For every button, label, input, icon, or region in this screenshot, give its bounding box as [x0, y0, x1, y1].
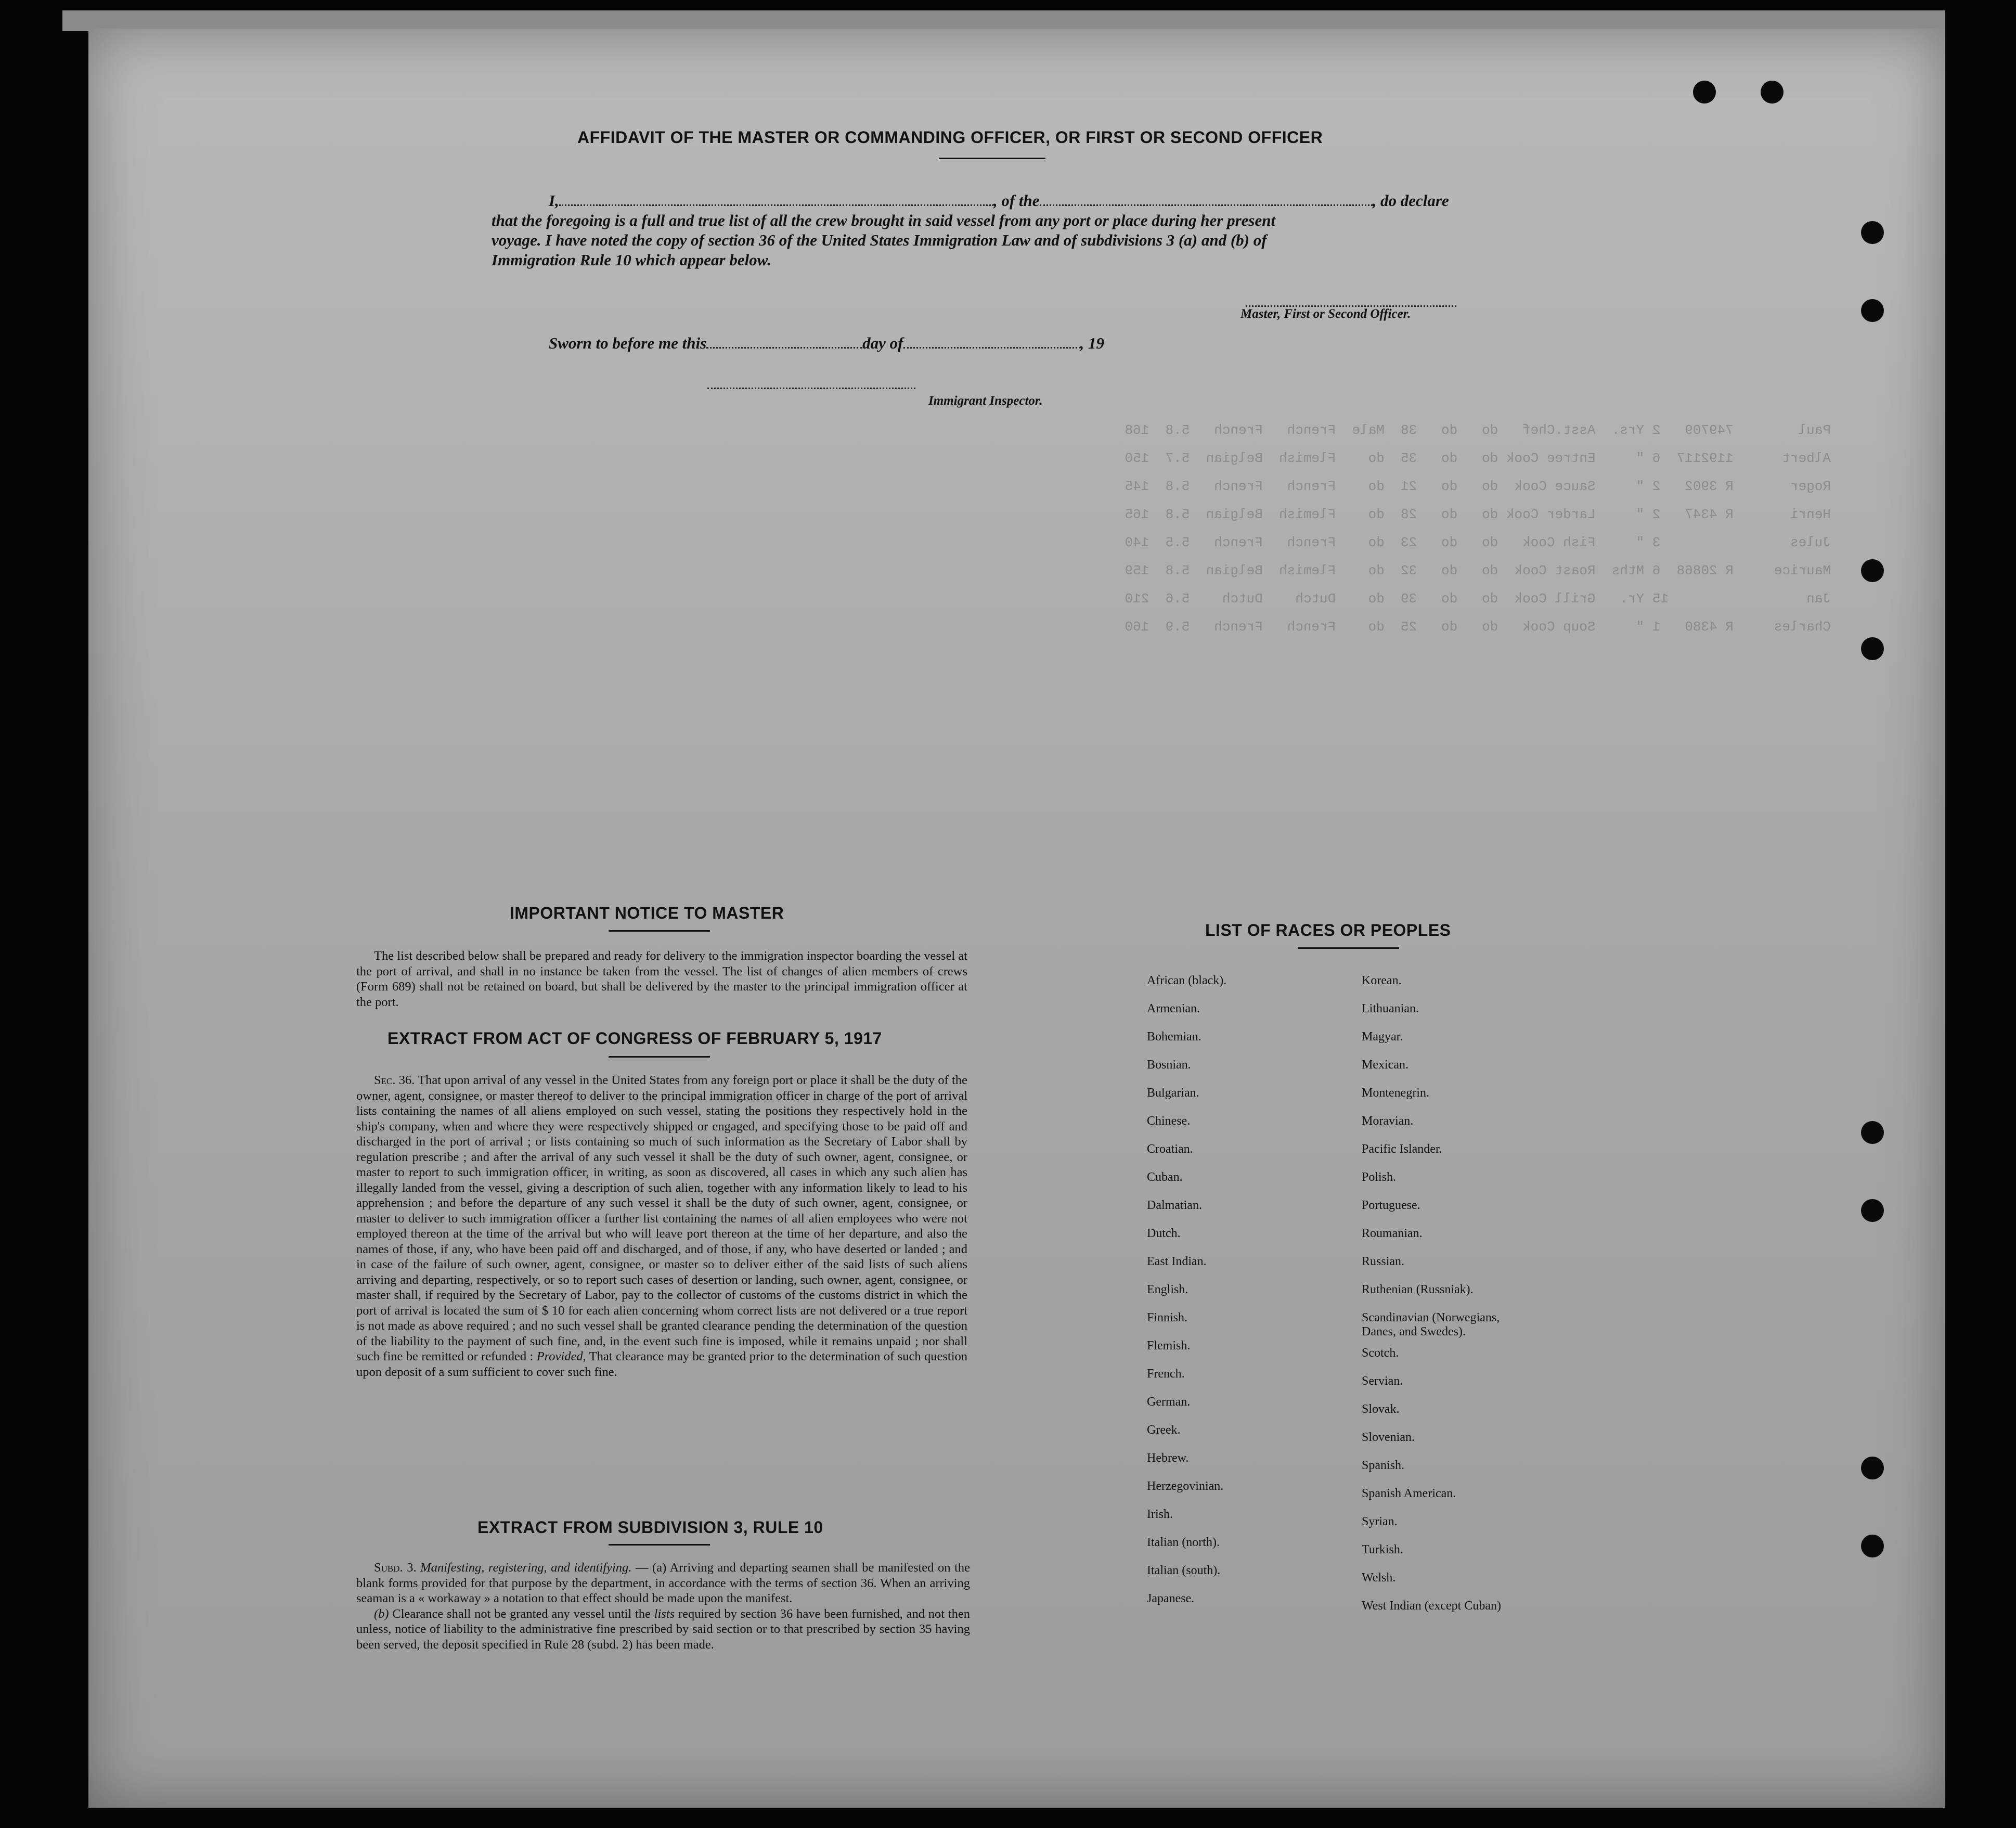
affidavit-do-declare: , do declare [1372, 191, 1449, 210]
act-body-end: That clearance may be granted prior to the determination of such question upon deposit of a sum sufficient to cover such fine. [356, 1349, 968, 1379]
notice-title: IMPORTANT NOTICE TO MASTER [510, 904, 784, 922]
race-item: Korean. [1362, 974, 1402, 987]
race-item: Finnish. [1147, 1311, 1188, 1324]
binder-hole-icon [1861, 1199, 1884, 1222]
race-item: Slovak. [1362, 1402, 1400, 1416]
race-item: Spanish. [1362, 1459, 1405, 1472]
race-item: Magyar. [1362, 1030, 1403, 1044]
affidavit-line-4: Immigration Rule 10 which appear below. [492, 251, 771, 269]
sworn-day-field[interactable] [706, 336, 862, 349]
race-item: Armenian. [1147, 1002, 1200, 1015]
race-item: Chinese. [1147, 1114, 1191, 1128]
race-item: Scotch. [1362, 1346, 1399, 1360]
binder-hole-icon [1693, 81, 1716, 104]
affidavit-line-1 [549, 190, 1449, 211]
races-left-column [1147, 967, 1226, 1613]
race-item: Bulgarian. [1147, 1086, 1199, 1100]
rule-paragraph-a [356, 1560, 970, 1606]
race-item: Hebrew. [1147, 1451, 1189, 1465]
notice-text: The list described below shall be prepared and ready for delivery to the immigration inspector boarding the vessel at the port of arrival, and shall in no instance be taken from the vessel. The list of changes of alien members of crews (Form 689) shall not be retained on board, but shall be delivered by the master to the principal immigration officer at the port. [356, 949, 967, 1009]
vessel-name-field[interactable] [1040, 193, 1373, 206]
binder-hole-icon [1861, 299, 1884, 322]
race-item: Greek. [1147, 1423, 1181, 1437]
page-top-edge [62, 10, 1945, 31]
race-item: Lithuanian. [1362, 1002, 1419, 1015]
rule-b-text-2: required by section 36 have been furnished, and not then unless, notice of liability to the administrative fine prescribed by said section or to that prescribed by section 35 having been served, the deposit specified in Rule 28 (subd. 2) has been made. [356, 1606, 971, 1652]
race-item: English. [1147, 1283, 1188, 1296]
race-item: Roumanian. [1362, 1227, 1423, 1240]
rule-text [356, 1560, 970, 1652]
act-provided: Provided, [536, 1349, 586, 1363]
bleed-through-texture: Paul 749709 2 Yrs. Asst.Chef do do 38 Male French French 5.8 168 Albert 1192117 6 " Entree Cook do do 35 do Flemish Belgian 5.7 150 Roger R 3902 2 " Sauce Cook do do 21 do French French 5.8 145 Henri R 4347 2 " Larder Cook do do 28 do Flemish Belgian 5.8 165 Jules 3 " Fish Cook do do 23 do French French 5.5 140 Maurice R 20868 6 Mths Roast Cook do do 32 do Flemish Belgian 5.8 159 Jan 15 Yr. Grill Cook do do 39 do Dutch Dutch 5.6 210 Charles R 4380 1 " Soup Cook do do 25 do French French 5.9 160 [1125, 422, 1831, 635]
races-title: LIST OF RACES OR PEOPLES [1205, 921, 1451, 939]
race-item: Welsh. [1362, 1571, 1396, 1585]
race-item: Italian (north). [1147, 1536, 1220, 1549]
race-item: Servian. [1362, 1374, 1403, 1388]
rule-subd-title: Manifesting, registering, and identifying. [420, 1561, 632, 1575]
race-item: Syrian. [1362, 1515, 1398, 1528]
race-item: French. [1147, 1367, 1185, 1381]
binder-hole-icon [1861, 1457, 1884, 1479]
races-right-column [1362, 967, 1501, 1620]
inspector-signature-label: Immigrant Inspector. [928, 394, 1043, 408]
race-item: Slovenian. [1362, 1431, 1415, 1444]
race-item: Dutch. [1147, 1227, 1181, 1240]
binder-hole-icon [1861, 1535, 1884, 1557]
race-item: Scandinavian (Norwegians, [1362, 1311, 1500, 1324]
race-item: German. [1147, 1395, 1191, 1409]
race-item: Japanese. [1147, 1592, 1195, 1605]
rule-b-lists: lists [654, 1606, 675, 1621]
race-item: African (black). [1147, 974, 1227, 987]
race-item: Portuguese. [1362, 1199, 1420, 1212]
binder-hole-icon [1761, 81, 1784, 104]
race-item: Dalmatian. [1147, 1199, 1202, 1212]
race-item: Irish. [1147, 1508, 1173, 1521]
rule-a-text: Arriving and departing seamen shall be manifested on the blank forms provided for that purpose by the department, in accordance with the terms of section 36. When an arriving seaman is a « workaway » a notation to that effect should be made upon the manifest. [356, 1561, 970, 1605]
race-item: Russian. [1362, 1255, 1405, 1268]
race-item: Bosnian. [1147, 1058, 1191, 1072]
binder-hole-icon [1861, 1121, 1884, 1144]
act-title-rule [609, 1056, 710, 1058]
race-item: Herzegovinian. [1147, 1479, 1224, 1493]
rule-title: EXTRACT FROM SUBDIVISION 3, RULE 10 [477, 1518, 823, 1537]
race-item: Turkish. [1362, 1543, 1403, 1556]
race-item: Ruthenian (Russniak). [1362, 1283, 1474, 1296]
race-item: Montenegrin. [1362, 1086, 1429, 1100]
race-item: Polish. [1362, 1170, 1397, 1184]
race-item: East Indian. [1147, 1255, 1207, 1268]
race-item: Flemish. [1147, 1339, 1191, 1353]
race-item: Moravian. [1362, 1114, 1414, 1128]
inspector-signature-line[interactable] [707, 374, 915, 394]
sworn-month-field[interactable] [903, 336, 1080, 349]
rule-subd-label: Subd. 3. [374, 1561, 417, 1575]
race-item: Danes, and Swedes). [1362, 1325, 1466, 1338]
act-body: That upon arrival of any vessel in the United States from any foreign port or place it shall be the duty of the owner, agent, consignee, or master thereof to deliver to the principal immigration officer in charge of the port of arrival lists containing the names of all aliens employed on such vessel, stating the positions they respectively hold in the ship's company, when and where they were respectively shipped or engaged, and specifying those to be paid off and discharged in the port of arrival ; or lists containing so much of such information as the Secretary of Labor shall by regulation prescribe ; and after the arrival of any such vessel it shall be the duty of such owner, agent, consignee, or master to report to such immigration officer, in writing, as soon as discovered, all cases in which any such alien has illegally landed from the vessel, giving a description of such alien, together with any information likely to lead to his apprehension ; and before the departure of any such vessel it shall be the duty of such owner, agent, consignee, or master to deliver to such immigration officer a further list containing the names of all alien employees who were not employed thereon at the time of the arrival but who will leave port thereon at the time of her departure, and also the names of those, if any, who have been paid off and discharged, and of those, if any, who have deserted or landed ; and in case of the failure of such owner, agent, consignee, or master so to deliver either of the said lists of such aliens arriving and departing, respectively, or so to report such cases of desertion or landing, such owner, agent, consignee, or master shall, if required by the Secretary of Labor, pay to the collector of customs of the customs district in which the port of arrival is located the sum of $ 10 for each alien concerning whom correct lists are not delivered or a true report is not made as above required ; and no such vessel shall be granted clearance pending the determination of the question of the liability to the payment of such fine, and, in the event such fine is imposed, while it remains unpaid ; nor shall such fine be remitted or refunded : [356, 1073, 967, 1363]
race-item: Cuban. [1147, 1170, 1183, 1184]
affidavit-line-3: voyage. I have noted the copy of section 36 of the United States Immigration Law and of subdivisions 3 (a) and (b) of [492, 231, 1267, 249]
affidavit-line-2: that the foregoing is a full and true list of all the crew brought in said vessel from any port or place during her present [492, 211, 1276, 229]
act-text [356, 1073, 967, 1380]
races-title-rule [1298, 947, 1399, 949]
rule-a-label: — (a) [635, 1561, 667, 1575]
rule-paragraph-b [356, 1606, 970, 1653]
act-title: EXTRACT FROM ACT OF CONGRESS OF FEBRUARY 5, 1917 [387, 1029, 882, 1048]
rule-title-rule [609, 1544, 710, 1546]
race-item: Spanish American. [1362, 1487, 1456, 1500]
race-item: Italian (south). [1147, 1564, 1221, 1577]
race-item: Croatian. [1147, 1142, 1193, 1156]
affidavit-title: AFFIDAVIT OF THE MASTER OR COMMANDING OFFICER, OR FIRST OR SECOND OFFICER [577, 128, 1323, 147]
affidavit-i: I, [549, 191, 559, 210]
race-item: Mexican. [1362, 1058, 1408, 1072]
day-of-label: day of [862, 334, 903, 352]
binder-hole-icon [1861, 559, 1884, 582]
race-item: West Indian (except Cuban) [1362, 1599, 1501, 1613]
race-item: Pacific Islander. [1362, 1142, 1442, 1156]
affidavit-of-the: , of the [993, 191, 1040, 210]
rule-b-text-1: Clearance shall not be granted any vessel until the [392, 1606, 651, 1621]
sworn-label: Sworn to before me this [549, 334, 707, 352]
rule-b-label: (b) [374, 1606, 389, 1621]
affidavit-title-rule [939, 158, 1045, 159]
officer-name-field[interactable] [559, 193, 993, 206]
notice-title-rule [609, 930, 710, 932]
year-label: , 19 [1080, 334, 1104, 352]
binder-hole-icon [1861, 637, 1884, 660]
binder-hole-icon [1861, 221, 1884, 244]
master-signature-label: Master, First or Second Officer. [1240, 307, 1411, 321]
race-item: Bohemian. [1147, 1030, 1201, 1044]
document-page [88, 29, 1945, 1808]
act-sec-label: Sec. 36. [374, 1073, 415, 1087]
sworn-line [549, 333, 1104, 354]
